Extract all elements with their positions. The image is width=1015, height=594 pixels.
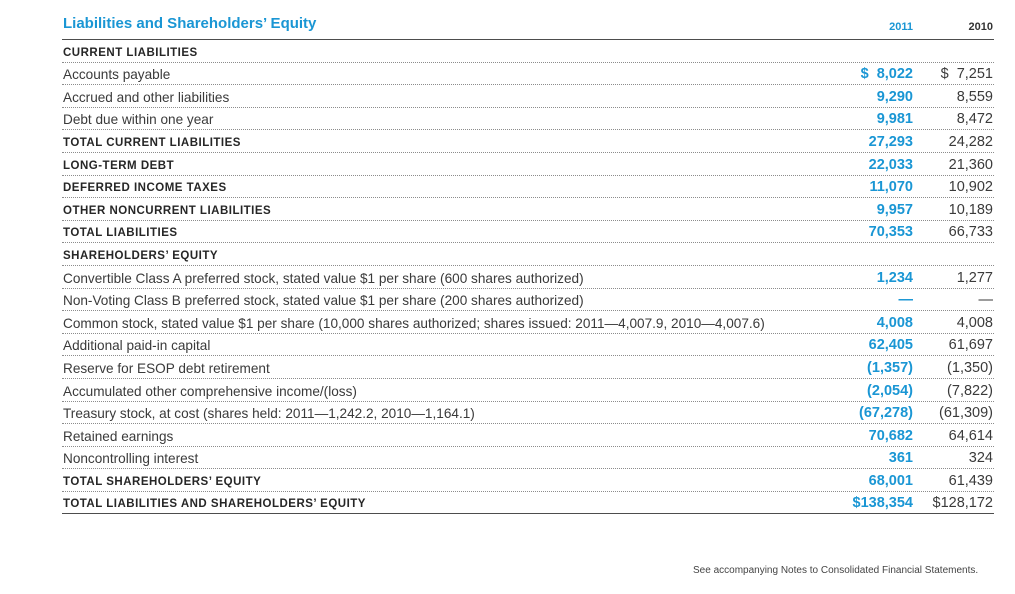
value-2010: 8,559 [956, 88, 993, 105]
row-label: Accrued and other liabilities [63, 89, 230, 105]
table-row [62, 85, 994, 108]
value-2010: 61,697 [948, 337, 993, 354]
table-row [62, 130, 994, 153]
table-row [62, 447, 994, 470]
table-row [62, 243, 994, 266]
value-2011: 27,293 [868, 133, 913, 150]
table-body [62, 40, 994, 514]
row-label: Noncontrolling interest [63, 451, 199, 467]
value-2011: 68,001 [868, 472, 913, 489]
value-2011: (67,278) [858, 405, 913, 422]
row-label: Non-Voting Class B preferred stock, stated value $1 per share (200 shares authorized) [63, 293, 584, 309]
year-2010-header: 2010 [968, 21, 993, 33]
value-2011: 4,008 [876, 314, 913, 331]
value-2010: $ 7,251 [940, 66, 993, 83]
row-label: Additional paid-in capital [63, 338, 211, 354]
balance-sheet-table [62, 14, 994, 514]
row-label: TOTAL SHAREHOLDERS’ EQUITY [63, 475, 262, 488]
footnote: See accompanying Notes to Consolidated Financial Statements. [693, 565, 979, 576]
value-2010: 21,360 [948, 156, 993, 173]
value-2010: 24,282 [948, 133, 993, 150]
row-label: Reserve for ESOP debt retirement [63, 360, 270, 376]
row-label: Debt due within one year [63, 112, 214, 128]
table-row [62, 356, 994, 379]
table-row [62, 379, 994, 402]
value-2010: $128,172 [932, 495, 993, 512]
value-2011: 9,981 [876, 111, 913, 128]
row-label: OTHER NONCURRENT LIABILITIES [63, 204, 272, 217]
value-2010: 61,439 [948, 472, 993, 489]
table-row [62, 176, 994, 199]
table-row [62, 40, 994, 63]
table-row [62, 492, 994, 515]
value-2011: 70,353 [868, 224, 913, 241]
value-2010: 4,008 [956, 314, 993, 331]
table-row [62, 402, 994, 425]
row-label: TOTAL LIABILITIES AND SHAREHOLDERS’ EQUITY [63, 498, 366, 511]
value-2010: 66,733 [948, 224, 993, 241]
value-2011: $ 8,022 [860, 66, 913, 83]
value-2010: 1,277 [956, 269, 993, 286]
table-row [62, 289, 994, 312]
row-label: SHAREHOLDERS’ EQUITY [63, 249, 219, 262]
row-label: CURRENT LIABILITIES [63, 46, 198, 59]
value-2011: 361 [888, 450, 913, 467]
row-label: Convertible Class A preferred stock, stated value $1 per share (600 shares authorized) [63, 270, 584, 286]
table-row [62, 469, 994, 492]
year-2011-header: 2011 [889, 21, 913, 33]
section-title: Liabilities and Shareholders’ Equity [63, 15, 317, 32]
table-row [62, 311, 994, 334]
value-2010: 8,472 [956, 111, 993, 128]
row-label: Accounts payable [63, 67, 171, 83]
value-2011: 62,405 [868, 337, 913, 354]
value-2010: — [978, 292, 993, 309]
row-label: Retained earnings [63, 428, 174, 444]
value-2010: (1,350) [947, 359, 993, 376]
value-2010: 324 [968, 450, 993, 467]
row-label: Treasury stock, at cost (shares held: 2011—1,242.2, 2010—1,164.1) [63, 406, 475, 422]
row-label: Common stock, stated value $1 per share (10,000 shares authorized; shares issued: 2011—4,007.9, 2010—4,007.6) [63, 315, 765, 331]
value-2011: $138,354 [852, 495, 913, 512]
table-row [62, 198, 994, 221]
row-label: LONG-TERM DEBT [63, 159, 175, 172]
row-label: DEFERRED INCOME TAXES [63, 182, 227, 195]
value-2011: 9,290 [876, 88, 913, 105]
value-2011: 9,957 [876, 201, 913, 218]
table-row [62, 153, 994, 176]
value-2011: 22,033 [868, 156, 913, 173]
table-row [62, 108, 994, 131]
value-2011: 70,682 [868, 427, 913, 444]
value-2011: — [898, 292, 913, 309]
table-row [62, 266, 994, 289]
value-2010: 64,614 [948, 427, 993, 444]
value-2011: 11,070 [869, 179, 913, 196]
row-label: TOTAL LIABILITIES [63, 227, 178, 240]
value-2010: (61,309) [938, 405, 993, 422]
row-label: TOTAL CURRENT LIABILITIES [63, 136, 241, 149]
value-2011: 1,234 [876, 269, 913, 286]
table-row [62, 221, 994, 244]
value-2010: (7,822) [947, 382, 993, 399]
value-2011: (1,357) [867, 359, 913, 376]
value-2010: 10,902 [948, 179, 993, 196]
row-label: Accumulated other comprehensive income/(loss) [63, 383, 357, 399]
table-row [62, 63, 994, 86]
table-row [62, 424, 994, 447]
value-2010: 10,189 [948, 201, 993, 218]
value-2011: (2,054) [867, 382, 913, 399]
table-header [62, 14, 994, 40]
table-row [62, 334, 994, 357]
